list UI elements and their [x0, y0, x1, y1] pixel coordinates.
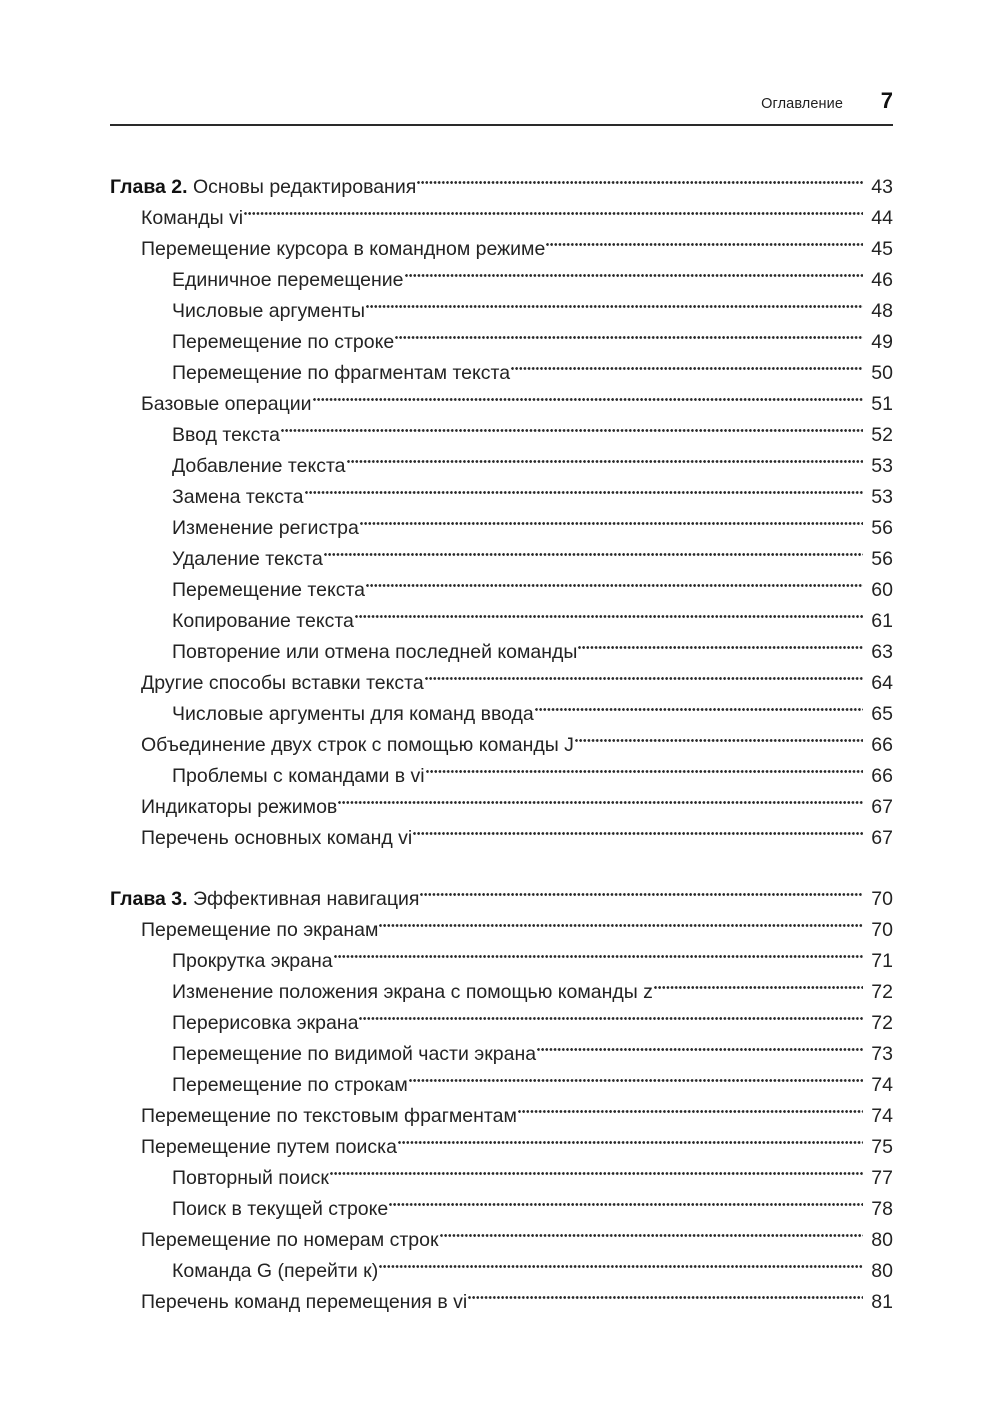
toc-entry-label: Перемещение по экранам: [141, 919, 379, 941]
toc-entry-page-number: 78: [871, 1198, 893, 1220]
toc-entry-label: Числовые аргументы: [172, 300, 366, 322]
toc-entry-page-number: 74: [871, 1074, 893, 1096]
toc-dot-leader: [511, 348, 863, 379]
toc-dot-leader: [281, 410, 863, 441]
toc-entry-page-number: 44: [871, 207, 893, 229]
toc-entry-label: Ввод текста: [172, 424, 280, 446]
toc-entry-label: Изменение положения экрана с помощью команды z: [172, 981, 653, 1003]
toc-entry-label: Изменение регистра: [172, 517, 359, 539]
toc-dot-leader: [578, 627, 863, 658]
toc-chapter-entry[interactable]: [110, 162, 893, 198]
toc-chapter-title: Эффективная навигация: [187, 888, 420, 910]
toc-entry-page-number: 70: [871, 919, 893, 941]
toc-entry-page-number: 70: [871, 888, 893, 910]
toc-entry-page-number: 65: [871, 703, 893, 725]
toc-dot-leader: [426, 751, 863, 782]
toc-dot-leader: [379, 1246, 863, 1277]
toc-dot-leader: [398, 1122, 863, 1153]
running-header-page-number: 7: [880, 88, 893, 113]
toc-entry-page-number: 80: [871, 1260, 893, 1282]
toc-entry-label: Проблемы с командами в vi: [172, 765, 425, 787]
toc-entry-label: Перерисовка экрана: [172, 1012, 359, 1034]
header-divider-rule: [110, 124, 893, 126]
toc-dot-leader: [366, 286, 863, 317]
toc-entry-label: Перемещение путем поиска: [141, 1136, 397, 1158]
toc-dot-leader: [389, 1184, 863, 1215]
toc-dot-leader: [420, 874, 863, 905]
toc-dot-leader: [338, 782, 863, 813]
toc-dot-leader: [413, 813, 863, 844]
toc-entry-label: Объединение двух строк с помощью команды J: [141, 734, 574, 756]
toc-entry-page-number: 53: [871, 486, 893, 508]
toc-entry-label: Перечень команд перемещения в vi: [141, 1291, 468, 1313]
toc-entry-label: Перемещение текста: [172, 579, 366, 601]
toc-entry-page-number: 66: [871, 765, 893, 787]
toc-dot-leader: [324, 534, 863, 565]
toc-entry-page-number: 52: [871, 424, 893, 446]
toc-dot-leader: [409, 1060, 863, 1091]
toc-entry-page-number: 67: [871, 796, 893, 818]
toc-dot-leader: [305, 472, 863, 503]
toc-entry-label: Базовые операции: [141, 393, 312, 415]
toc-entry-label: Прокрутка экрана: [172, 950, 333, 972]
toc-entry-page-number: 72: [871, 981, 893, 1003]
toc-entry-label: Другие способы вставки текста: [141, 672, 424, 694]
toc-entry-page-number: 50: [871, 362, 893, 384]
toc-entry-label: Поиск в текущей строке: [172, 1198, 389, 1220]
toc-entry-label: Добавление текста: [172, 455, 346, 477]
toc-entry-label: Перемещение по строкам: [172, 1074, 408, 1096]
toc-entry-label: Копирование текста: [172, 610, 354, 632]
toc-entry-page-number: 56: [871, 517, 893, 539]
running-header-title: Оглавление: [761, 96, 843, 112]
toc-entry-page-number: 74: [871, 1105, 893, 1127]
toc-entry-label: Удаление текста: [172, 548, 323, 570]
toc-entry-label: Числовые аргументы для команд ввода: [172, 703, 534, 725]
toc-entry-label: Перемещение курсора в командном режиме: [141, 238, 546, 260]
toc-entry-label: Перемещение по номерам строк: [141, 1229, 439, 1251]
toc-dot-leader: [359, 998, 863, 1029]
toc-entry-page-number: 46: [871, 269, 893, 291]
toc-entry-page-number: 64: [871, 672, 893, 694]
toc-dot-leader: [366, 565, 863, 596]
toc-dot-leader: [330, 1153, 863, 1184]
toc-entry-page-number: 71: [871, 950, 893, 972]
toc-entry-page-number: 75: [871, 1136, 893, 1158]
toc-entry-label: Перемещение по текстовым фрагментам: [141, 1105, 517, 1127]
toc-dot-leader: [425, 658, 863, 689]
toc-dot-leader: [334, 936, 863, 967]
toc-entry-page-number: 60: [871, 579, 893, 601]
toc-entry-label: Индикаторы режимов: [141, 796, 338, 818]
toc-entry-page-number: 73: [871, 1043, 893, 1065]
toc-dot-leader: [440, 1215, 864, 1246]
toc-entry-label: Команды vi: [141, 207, 244, 229]
toc-dot-leader: [355, 596, 863, 627]
toc-entry-page-number: 80: [871, 1229, 893, 1251]
toc-entry-page-number: 77: [871, 1167, 893, 1189]
toc-entry-label: Единичное перемещение: [172, 269, 404, 291]
toc-entry-label: Перемещение по фрагментам текста: [172, 362, 511, 384]
toc-entry-label: Замена текста: [172, 486, 304, 508]
toc-chapter-entry[interactable]: [110, 874, 893, 910]
toc-dot-leader: [518, 1091, 863, 1122]
toc-dot-leader: [347, 441, 863, 472]
toc-dot-leader: [244, 193, 863, 224]
toc-chapter-number: Глава 2.: [110, 176, 188, 198]
toc-dot-leader: [313, 379, 863, 410]
toc-entry-page-number: 67: [871, 827, 893, 849]
toc-entry-label: Команда G (перейти к): [172, 1260, 379, 1282]
toc-dot-leader: [417, 162, 863, 193]
toc-entry-label: Перемещение по видимой части экрана: [172, 1043, 537, 1065]
toc-entry-label: [110, 884, 419, 915]
toc-entry-label: Повторный поиск: [172, 1167, 329, 1189]
toc-entry-page-number: 56: [871, 548, 893, 570]
toc-dot-leader: [405, 255, 864, 286]
toc-entry-page-number: 49: [871, 331, 893, 353]
toc-dot-leader: [379, 905, 863, 936]
toc-entry-label: Повторение или отмена последней команды: [172, 641, 578, 663]
toc-entry-page-number: 53: [871, 455, 893, 477]
toc-entry-page-number: 72: [871, 1012, 893, 1034]
toc-entry-label: Перемещение по строке: [172, 331, 395, 353]
toc-entry-page-number: 48: [871, 300, 893, 322]
running-header: [110, 88, 893, 114]
toc-entry-page-number: 51: [871, 393, 893, 415]
toc-entry-page-number: 66: [871, 734, 893, 756]
toc-entry-page-number: 63: [871, 641, 893, 663]
toc-dot-leader: [537, 1029, 863, 1060]
toc-dot-leader: [546, 224, 863, 255]
toc-chapter-number: Глава 3.: [110, 888, 188, 910]
toc-entry-label: Перечень основных команд vi: [141, 827, 413, 849]
toc-dot-leader: [468, 1277, 863, 1308]
toc-entry-page-number: 43: [871, 176, 893, 198]
toc-dot-leader: [654, 967, 863, 998]
toc-dot-leader: [360, 503, 863, 534]
toc-entry-page-number: 81: [871, 1291, 893, 1313]
toc-entry-page-number: 61: [871, 610, 893, 632]
toc-dot-leader: [395, 317, 863, 348]
toc-chapter-title: Основы редактирования: [187, 176, 417, 198]
toc-dot-leader: [575, 720, 863, 751]
table-of-contents: [110, 162, 893, 1313]
toc-entry-page-number: 45: [871, 238, 893, 260]
toc-dot-leader: [535, 689, 863, 720]
